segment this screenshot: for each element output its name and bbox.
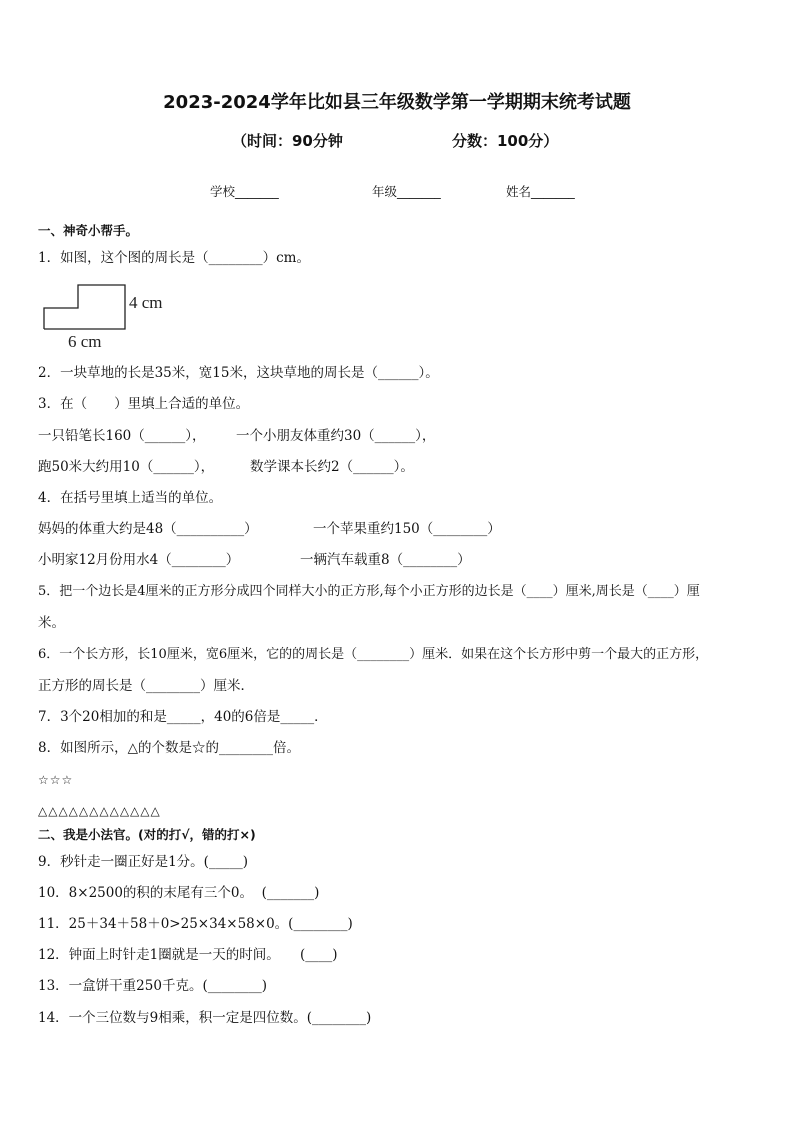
exam-score: 分数：100分） [452,132,559,150]
exam-time: （时间：90分钟 [232,132,343,150]
question-9: 9．秒针走一圈正好是1分。(_____) [38,854,248,870]
figure-width-label: 6 cm [68,332,102,350]
question-5-line-1: 5．把一个边长是4厘米的正方形分成四个同样大小的正方形,每个小正方形的边长是（____）厘米,周长是（____）厘 [38,584,700,599]
question-4-item-1: 妈妈的体重大约是48（__________） [38,521,258,537]
name-field: 姓名_______ [506,184,575,199]
school-field: 学校_______ [210,184,279,199]
question-8-triangles: △△△△△△△△△△△△ [38,804,161,818]
question-6-line-2: 正方形的周长是（________）厘米． [38,678,254,694]
exam-title: 2023-2024学年比如县三年级数学第一学期期末统考试题 [163,92,631,113]
perimeter-figure [38,280,198,350]
question-8-stars: ☆☆☆ [38,773,74,787]
section-2-title: 二、我是小法官。(对的打√，错的打×) [38,827,256,842]
section-1-title: 一、神奇小帮手。 [38,223,139,238]
question-1: 1．如图，这个图的周长是（________）cm。 [38,250,310,266]
question-13: 13．一盒饼干重250千克。(________) [38,978,267,994]
figure-height-label: 4 cm [129,293,163,312]
question-3-item-2: 一个小朋友体重约30（______）， [236,428,436,444]
question-4-item-2: 一个苹果重约150（________） [313,521,501,537]
question-3-item-4: 数学课本长约2（______）。 [250,459,414,475]
question-8: 8．如图所示，△的个数是☆的________倍。 [38,740,300,756]
question-12: 12．钟面上时针走1圈就是一天的时间。 (____) [38,947,338,963]
grade-field: 年级_______ [372,184,441,199]
figure-outline [44,285,125,329]
question-4-item-4: 一辆汽车载重8（________） [300,552,471,568]
question-4: 4．在括号里填上适当的单位。 [38,490,223,506]
question-3-item-3: 跑50米大约用10（______）， [38,459,215,475]
question-3-item-1: 一只铅笔长160（______）， [38,428,206,444]
question-11: 11．25＋34＋58＋0>25×34×58×0。(________) [38,916,353,932]
question-7: 7．3个20相加的和是_____，40的6倍是_____． [38,709,328,725]
question-10: 10．8×2500的积的末尾有三个0。 (_______) [38,885,320,901]
question-5-line-2: 米。 [38,615,65,631]
question-4-item-3: 小明家12月份用水4（________） [38,552,240,568]
question-3: 3．在（ ）里填上合适的单位。 [38,396,250,412]
question-6-line-1: 6．一个长方形，长10厘米，宽6厘米，它的的周长是（________）厘米．如果在这个长方形中剪一个最大的正方形， [38,647,709,662]
question-2: 2．一块草地的长是35米，宽15米，这块草地的周长是（______）。 [38,365,439,381]
question-14: 14．一个三位数与9相乘，积一定是四位数。(________) [38,1010,372,1026]
